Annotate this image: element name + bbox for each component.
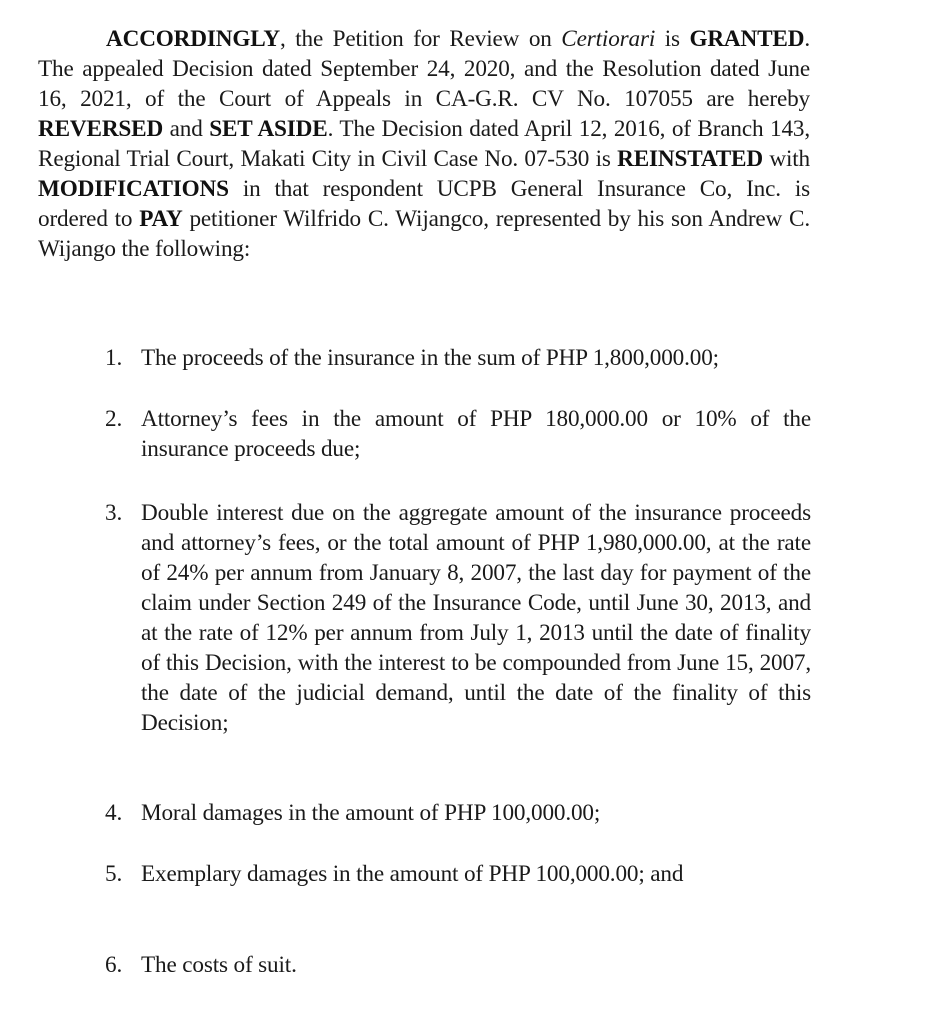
granted-text: GRANTED — [689, 26, 805, 52]
reversed-text: REVERSED — [38, 116, 164, 142]
list-item — [105, 498, 811, 738]
set-aside-text: SET ASIDE — [209, 116, 328, 142]
list-item — [105, 404, 811, 464]
item-number: 5. — [105, 861, 123, 887]
paragraph-text: . The Decision dated April 12, 2016, of Branch 143, Regional Trial Court, Makati City in Civil Case No. 07-530 is — [38, 116, 810, 172]
accordingly-text: ACCORDINGLY — [106, 26, 280, 52]
item-text: Attorney’s fees in the amount of PHP 180,000.00 or 10% of the insurance proceeds due; — [141, 406, 811, 462]
item-text: The proceeds of the insurance in the sum of PHP 1,800,000.00; — [141, 345, 719, 371]
item-number: 6. — [105, 952, 123, 978]
item-number: 2. — [105, 406, 123, 432]
modifications-text: MODIFICATIONS — [38, 176, 229, 202]
paragraph-text: , the Petition for Review on — [280, 26, 562, 52]
item-number: 3. — [105, 500, 123, 526]
item-text: Double interest due on the aggregate amount of the insurance proceeds and attorney’s fees, or the total amount of PHP 1,980,000.00, at the rate of 24% per annum from January 8, 2007, the last day for payment of the claim under Section 249 of the Insurance Code, until June 30, 2013, and at the rate of 12% per annum from July 1, 2013 until the date of finality of this Decision, with the interest to be compounded from June 15, 2007, the date of the judicial demand, until the date of the finality of this Decision; — [141, 500, 811, 736]
list-item — [105, 343, 811, 373]
item-number: 4. — [105, 800, 123, 826]
item-text: Moral damages in the amount of PHP 100,000.00; — [141, 800, 601, 826]
paragraph-text: in that respondent UCPB General Insurance Co, Inc. is ordered to — [38, 176, 810, 232]
item-text: Exemplary damages in the amount of PHP 100,000.00; and — [141, 861, 684, 887]
paragraph-text: . The appealed Decision dated September 24, 2020, and the Resolution dated June 16, 2021, of the Court of Appeals in CA-G.R. CV No. 107055 are hereby — [38, 26, 810, 112]
item-number: 1. — [105, 345, 123, 371]
list-item — [105, 950, 811, 980]
certiorari-text: Certiorari — [561, 26, 656, 52]
paragraph-text: is — [655, 26, 690, 52]
paragraph-text: and — [163, 116, 210, 142]
pay-text: PAY — [139, 206, 183, 232]
paragraph-text: petitioner Wilfrido C. Wijangco, represented by his son Andrew C. Wijango the following: — [38, 206, 810, 262]
list-item — [105, 798, 811, 828]
paragraph-text: with — [762, 146, 810, 172]
dispositive-paragraph — [38, 24, 810, 264]
reinstated-text: REINSTATED — [617, 146, 763, 172]
item-text: The costs of suit. — [141, 952, 297, 978]
list-item — [105, 859, 741, 889]
